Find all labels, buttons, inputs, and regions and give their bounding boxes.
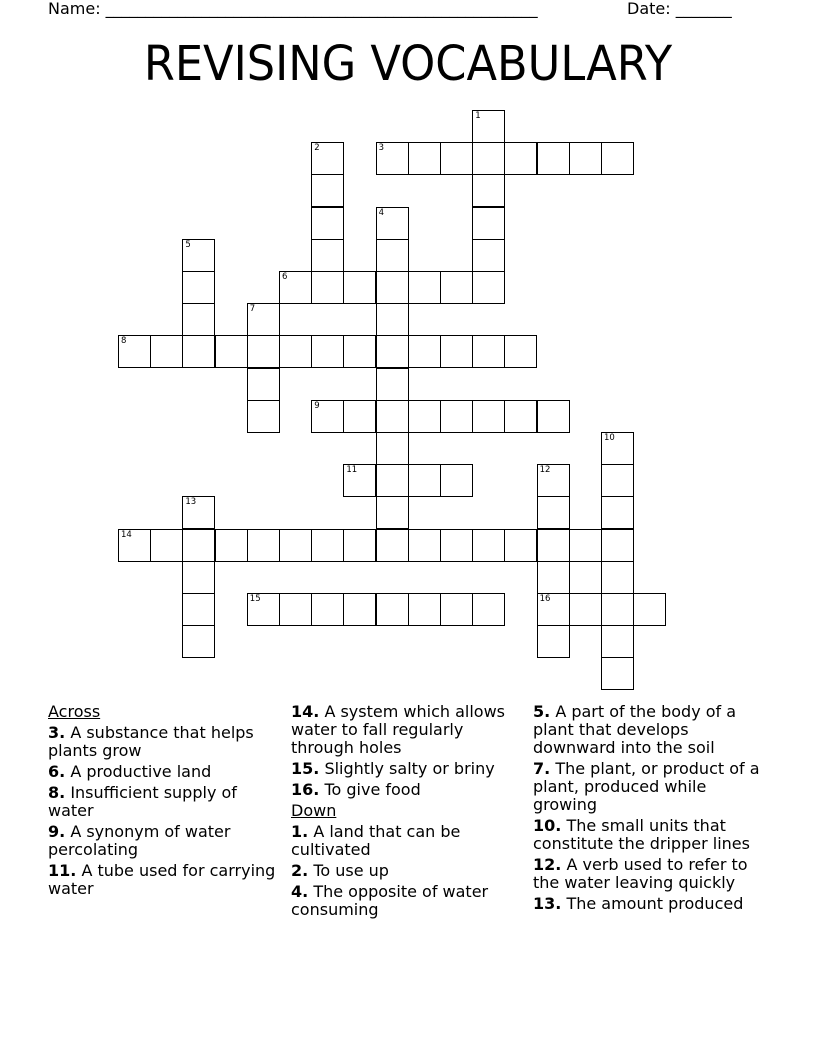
grid-cell[interactable] [182,335,215,368]
grid-cell[interactable] [376,529,409,562]
clue-down-7: 7. The plant, or product of a plant, produced while growing [533,759,760,814]
grid-cell[interactable] [472,271,505,304]
grid-cell[interactable] [150,529,183,562]
grid-cell[interactable] [472,335,505,368]
grid-cell[interactable] [343,400,376,433]
clue-across-8: 8. Insufficient supply of water [48,783,237,820]
grid-cell[interactable] [311,529,344,562]
clue-down-12: 12. A verb used to refer to the water leaving quickly [533,855,748,892]
grid-cell[interactable] [408,400,441,433]
grid-cell[interactable] [343,593,376,626]
grid-cell[interactable] [440,142,473,175]
grid-cell[interactable] [569,529,602,562]
clue-number: 15 [249,594,261,604]
clue-number: 13 [185,497,197,508]
grid-cell[interactable] [440,400,473,433]
grid-cell[interactable] [472,529,505,562]
grid-cell[interactable] [537,625,570,658]
grid-cell[interactable] [537,496,570,529]
grid-cell[interactable] [376,239,409,272]
grid-cell[interactable] [279,529,312,562]
clue-across-11: 11. A tube used for carrying water [48,861,276,898]
grid-cell[interactable] [601,561,634,594]
grid-cell[interactable] [182,496,215,529]
clue-down-2: 2. To use up [291,861,389,880]
grid-cell[interactable] [633,593,666,626]
clue-down-10: 10. The small units that constitute the dripper lines [533,816,750,853]
grid-cell[interactable] [247,303,280,336]
grid-cell[interactable] [247,335,280,368]
grid-cell[interactable] [182,625,215,658]
grid-cell[interactable] [118,529,151,562]
grid-cell[interactable] [376,368,409,401]
clue-across-15: 15. Slightly salty or briny [291,759,495,778]
grid-cell[interactable] [601,496,634,529]
grid-cell[interactable] [376,593,409,626]
grid-cell[interactable] [408,271,441,304]
grid-cell[interactable] [472,110,505,143]
grid-cell[interactable] [247,368,280,401]
clue-number: 3 [378,143,385,154]
clues-column-1 [48,703,280,898]
grid-cell[interactable] [279,593,312,626]
grid-cell[interactable] [504,142,537,175]
grid-cell[interactable] [472,593,505,626]
clue-down-5: 5. A part of the body of a plant that develops downward into the soil [533,702,737,757]
grid-cell[interactable] [279,335,312,368]
grid-cell[interactable] [537,529,570,562]
clue-number: 10 [604,433,615,443]
name-field-label: Name: ______________________________________________________ [48,0,538,18]
clue-number: 9 [314,400,320,411]
grid-cell[interactable] [311,271,344,304]
grid-cell[interactable] [472,239,505,272]
grid-cell[interactable] [537,142,570,175]
grid-cell[interactable] [182,271,215,304]
grid-cell[interactable] [182,561,215,594]
clue-number: 14 [121,529,132,540]
grid-cell[interactable] [376,207,409,240]
grid-cell[interactable] [376,464,409,497]
clue-across-9: 9. A synonym of water percolating [48,822,231,859]
clues-column-2 [291,703,523,919]
grid-cell[interactable] [472,207,505,240]
grid-cell[interactable] [601,625,634,658]
grid-cell[interactable] [247,529,280,562]
grid-cell[interactable] [569,593,602,626]
grid-cell[interactable] [537,593,570,626]
clue-across-14: 14. A system which allows water to fall regularly through holes [291,702,505,757]
grid-cell[interactable] [182,593,215,626]
clue-number: 6 [282,272,288,282]
grid-cell[interactable] [247,400,280,433]
grid-cell[interactable] [601,464,634,497]
clue-number: 1 [475,111,481,121]
date-field-label: Date: _______ [627,0,732,18]
grid-cell[interactable] [376,496,409,529]
grid-cell[interactable] [118,335,151,368]
grid-cell[interactable] [247,593,280,626]
grid-cell[interactable] [569,142,602,175]
clue-across-6: 6. A productive land [48,762,212,781]
grid-cell[interactable] [472,174,505,207]
grid-cell[interactable] [440,464,473,497]
grid-cell[interactable] [440,593,473,626]
grid-cell[interactable] [376,303,409,336]
clue-number: 5 [185,239,191,250]
grid-cell[interactable] [150,335,183,368]
grid-cell[interactable] [537,400,570,433]
grid-cell[interactable] [376,400,409,433]
grid-cell[interactable] [408,335,441,368]
grid-cell[interactable] [408,142,441,175]
grid-cell[interactable] [343,335,376,368]
grid-cell[interactable] [601,432,634,465]
grid-cell[interactable] [279,271,312,304]
grid-cell[interactable] [311,335,344,368]
clue-number: 8 [121,336,127,347]
grid-cell[interactable] [601,529,634,562]
clue-down-4: 4. The opposite of water consuming [291,882,489,919]
clue-number: 2 [314,143,320,154]
grid-cell[interactable] [343,529,376,562]
clue-number: 4 [378,207,385,218]
clue-down-1: 1. A land that can be cultivated [291,822,461,859]
grid-cell[interactable] [215,335,248,368]
grid-cell[interactable] [376,271,409,304]
grid-cell[interactable] [182,303,215,336]
grid-cell[interactable] [537,561,570,594]
grid-cell[interactable] [504,529,537,562]
grid-cell[interactable] [376,142,409,175]
grid-cell[interactable] [537,464,570,497]
clue-across-16: 16. To give food [291,780,421,799]
grid-cell[interactable] [311,593,344,626]
grid-cell[interactable] [311,142,344,175]
grid-cell[interactable] [343,271,376,304]
grid-cell[interactable] [504,335,537,368]
grid-cell[interactable] [440,335,473,368]
grid-cell[interactable] [311,239,344,272]
down-heading: Down [291,801,337,820]
grid-cell[interactable] [408,593,441,626]
grid-cell[interactable] [311,400,344,433]
grid-cell[interactable] [182,529,215,562]
grid-cell[interactable] [376,335,409,368]
grid-cell[interactable] [440,529,473,562]
grid-cell[interactable] [601,657,634,690]
clue-down-13: 13. The amount produced [533,894,744,913]
grid-cell[interactable] [182,239,215,272]
grid-cell[interactable] [408,529,441,562]
grid-cell[interactable] [311,207,344,240]
grid-cell[interactable] [311,174,344,207]
across-heading: Across [48,702,101,721]
grid-cell[interactable] [504,400,537,433]
grid-cell[interactable] [343,464,376,497]
grid-cell[interactable] [472,142,505,175]
clues-column-3 [533,703,765,913]
clue-across-3: 3. A substance that helps plants grow [48,723,254,760]
grid-cell[interactable] [376,432,409,465]
grid-cell[interactable] [601,593,634,626]
page-title: REVISING VOCABULARY [143,36,673,92]
clue-number: 7 [249,304,256,315]
grid-cell[interactable] [215,529,248,562]
grid-cell[interactable] [601,142,634,175]
grid-cell[interactable] [440,271,473,304]
grid-cell[interactable] [408,464,441,497]
clue-number: 16 [539,594,551,604]
grid-cell[interactable] [472,400,505,433]
clue-number: 12 [539,465,551,476]
clue-number: 11 [346,465,358,476]
